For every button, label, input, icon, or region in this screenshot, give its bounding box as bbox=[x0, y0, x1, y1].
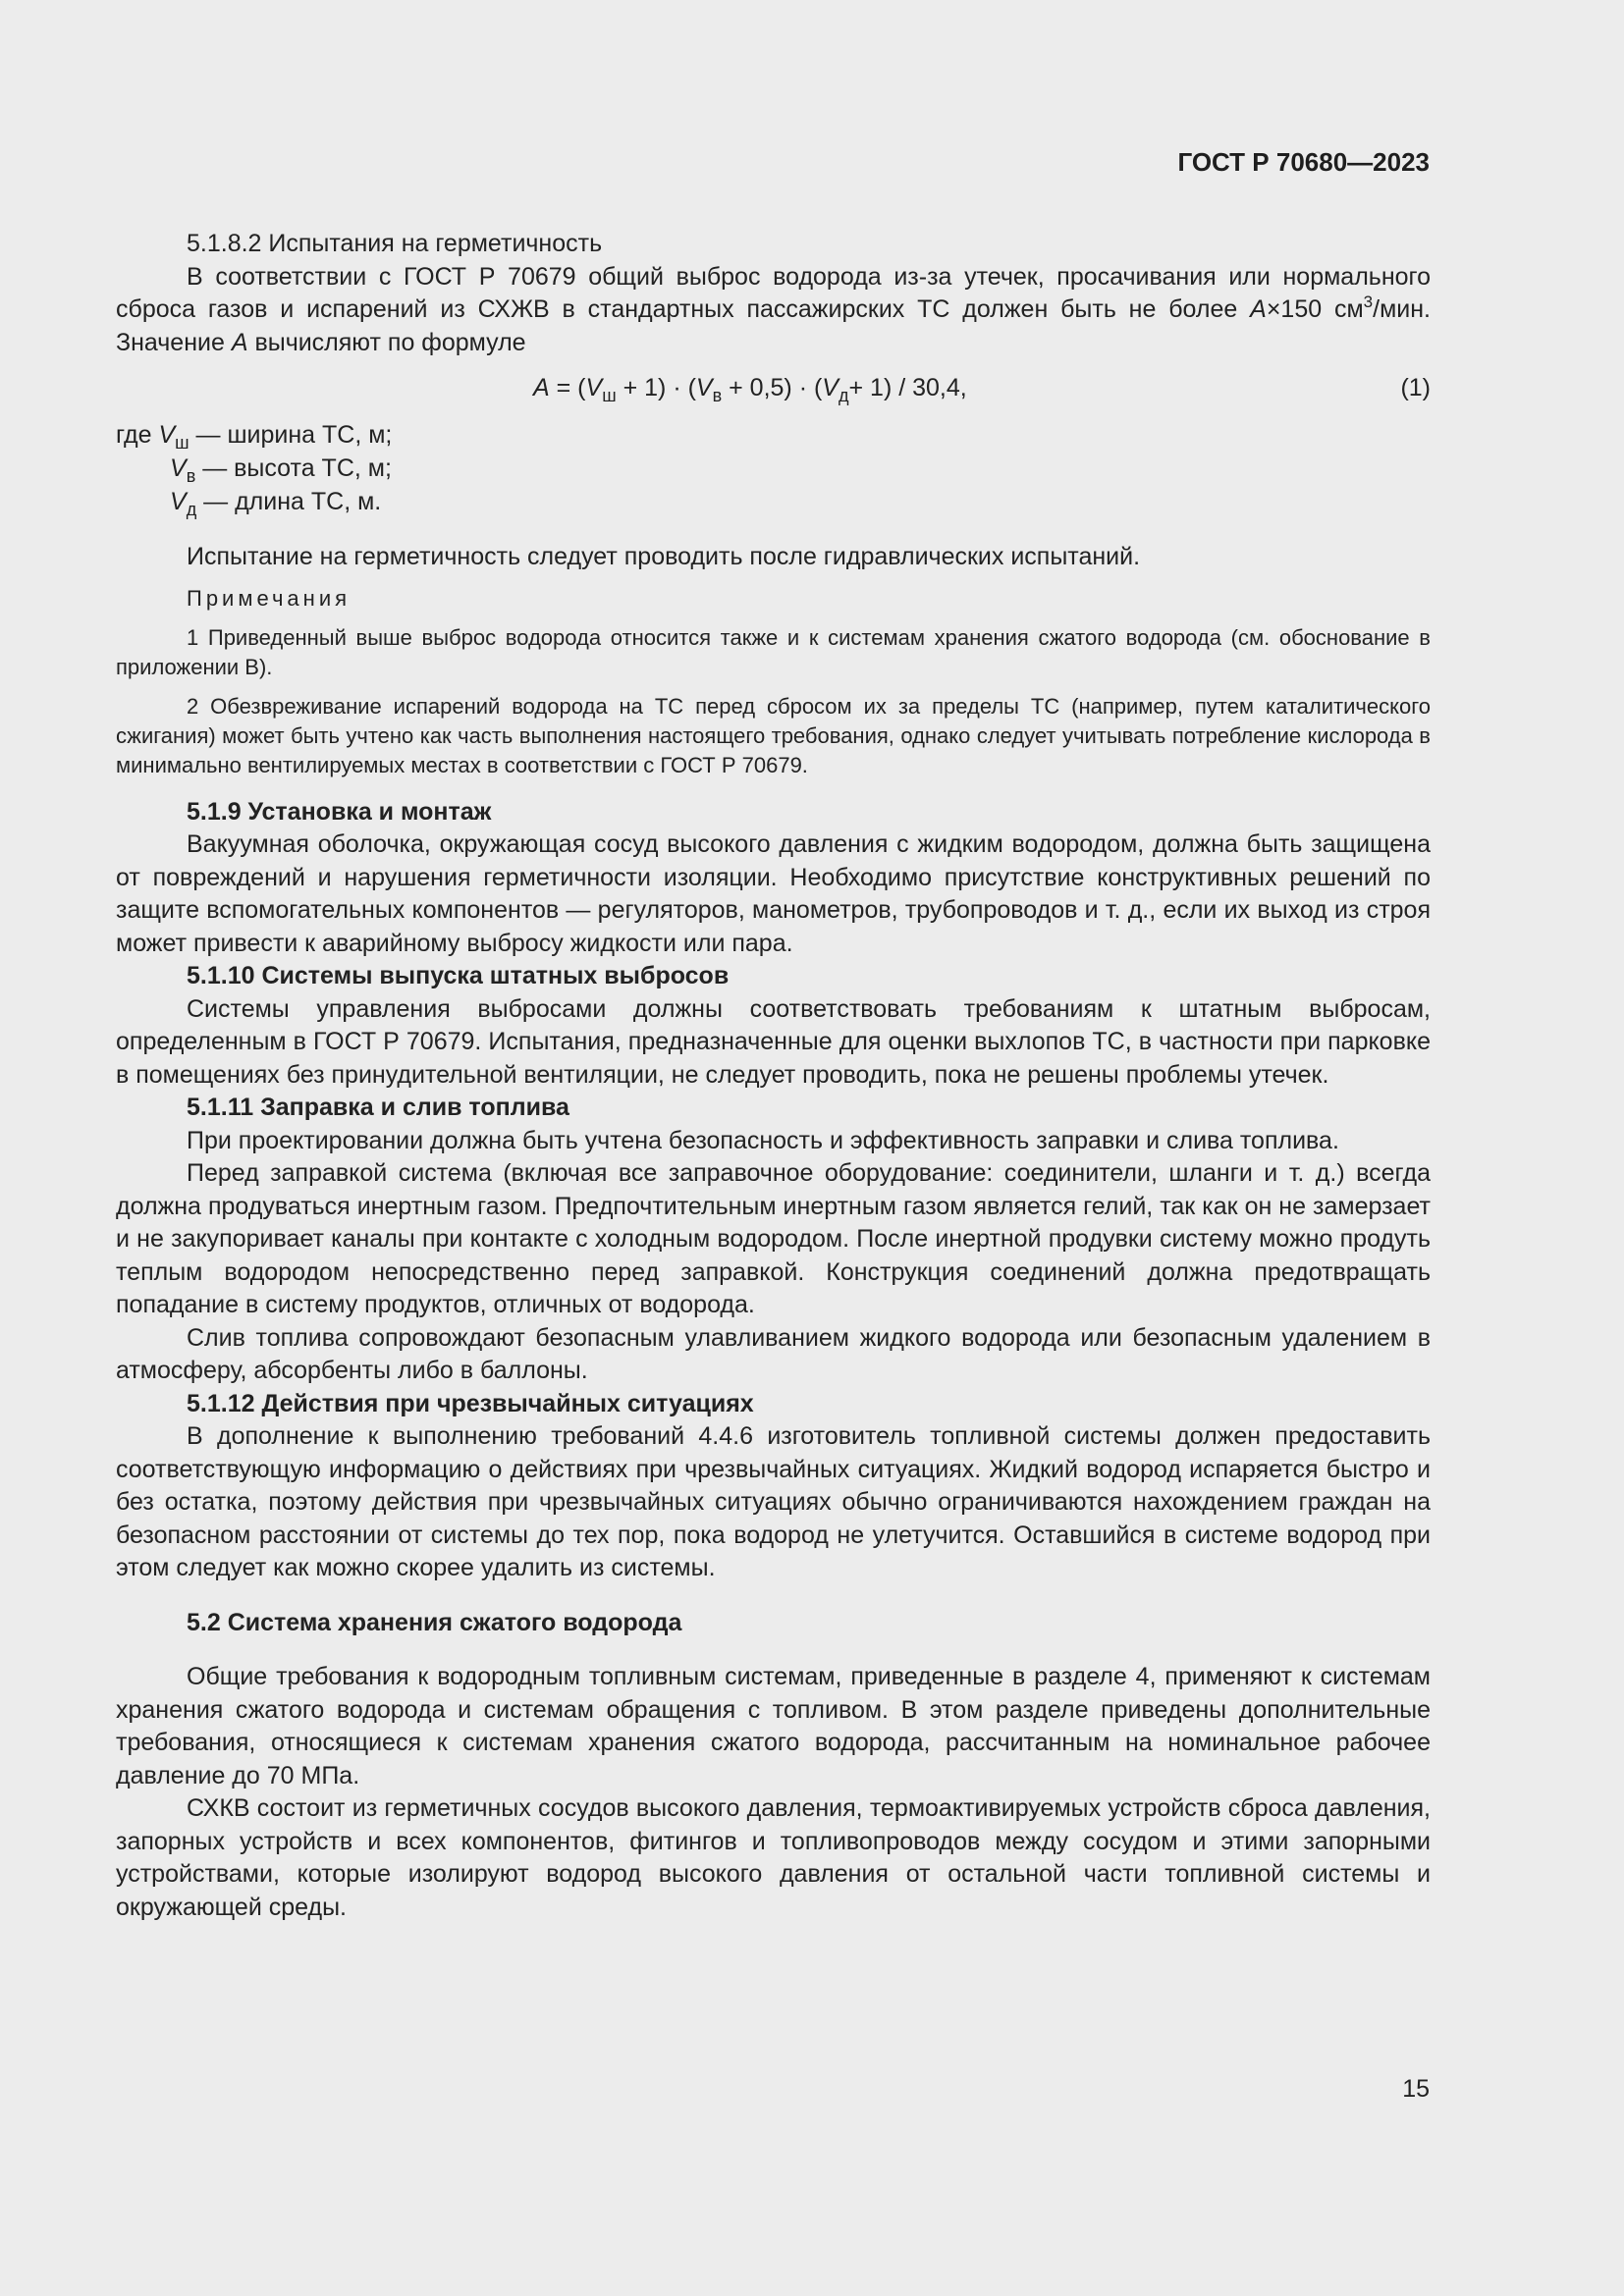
note-1: 1 Приведенный выше выброс водорода относится также и к системам хранения сжатого водорода (см. обоснование в приложении В). bbox=[116, 624, 1431, 679]
section-5-1-10-paragraph: Системы управления выбросами должны соответствовать требованиям к штатным выбросам, определенным в ГОСТ Р 70679. Испытания, предназначенные для оценки выхлопов ТС, в частности при парковке в помещениях без принудительной вентиляции, не следует проводить, пока не решены проблемы утечек. bbox=[116, 994, 1431, 1089]
page-number: 15 bbox=[1402, 2075, 1430, 2103]
variable-height: $V_в$ — высота ТС, м; bbox=[170, 454, 392, 486]
section-5-2-title: 5.2 Система хранения сжатого водорода bbox=[187, 1608, 682, 1636]
leak-test-paragraph: Испытание на герметичность следует проводить после гидравлических испытаний. bbox=[187, 543, 1141, 570]
section-5-1-8-2-title: 5.1.8.2 Испытания на герметичность bbox=[187, 230, 603, 257]
section-5-1-11-paragraph-1: При проектировании должна быть учтена безопасность и эффективность заправки и слива топлива. bbox=[187, 1126, 1339, 1154]
section-5-1-12-paragraph: В дополнение к выполнению требований 4.4.6 изготовитель топливной системы должен предоставить соответствующую информацию о действиях при чрезвычайных ситуациях. Жидкий водород испаряется быстро и без остатка, поэтому действия при чрезвычайных ситуациях обычно ограничиваются нахождением граждан на безопасном расстоянии от системы до тех пор, пока водород не улетучится. Оставшийся в системе водород при этом следует как можно скорее удалить из системы. bbox=[116, 1422, 1431, 1581]
section-5-1-9-paragraph: Вакуумная оболочка, окружающая сосуд высокого давления с жидким водородом, должна быть защищена от повреждений и нарушения герметичности изоляции. Необходимо присутствие конструктивных решений по защите вспомогательных компонентов — регуляторов, манометров, трубопроводов и т. д., если их выход из строя может привести к аварийному выбросу жидкости или пара. bbox=[116, 830, 1431, 957]
section-5-1-9-title: 5.1.9 Установка и монтаж bbox=[187, 797, 492, 826]
section-5-1-11-title: 5.1.11 Заправка и слив топлива bbox=[187, 1094, 569, 1121]
document-designation: ГОСТ Р 70680—2023 bbox=[1177, 147, 1430, 177]
variable-width: где $V_ш$ — ширина ТС, м; bbox=[116, 421, 393, 453]
formula-number: (1) bbox=[1400, 374, 1431, 401]
section-5-1-12-title: 5.1.12 Действия при чрезвычайных ситуациях bbox=[187, 1389, 754, 1417]
page-content bbox=[116, 228, 1431, 1924]
formula-variables bbox=[116, 419, 1431, 519]
variable-length: $V_д$ — длина ТС, м. bbox=[170, 488, 382, 519]
section-5-1-8-2-paragraph: В соответствии с ГОСТ Р 70679 общий выброс водорода из-за утечек, просачивания или нормального сброса газов и испарений из СХЖВ в стандартных пассажирских ТС должен быть не более A×150 $см^3$/мин. Значение A вычисляют по формуле bbox=[116, 262, 1431, 356]
formula-expression: $A = (V_ш + 1) \cdot (V_в + 0,5) \cdot (V_д+ 1) / 30,4$, bbox=[533, 374, 967, 405]
section-5-1-10-title: 5.1.10 Системы выпуска штатных выбросов bbox=[187, 962, 730, 989]
section-5-2-paragraph-2: СХКВ состоит из герметичных сосудов высокого давления, термоактивируемых устройств сброса давления, запорных устройств и всех компонентов, фитингов и топливопроводов между сосудом и этими запорными устройствами, которые изолируют водород высокого давления от остальной части топливной системы и окружающей среды. bbox=[116, 1794, 1431, 1921]
notes-block bbox=[116, 574, 1431, 780]
notes-title: Примечания bbox=[187, 585, 352, 611]
section-5-2-paragraph-1: Общие требования к водородным топливным системам, приведенные в разделе 4, применяют к системам хранения сжатого водорода и системам обращения с топливом. В этом разделе приведены дополнительные требования, относящиеся к системам хранения сжатого водорода, рассчитанным на номинальное рабочее давление до 70 МПа. bbox=[116, 1663, 1431, 1789]
formula-1 bbox=[116, 372, 1431, 405]
section-5-1-11-paragraph-3: Слив топлива сопровождают безопасным улавливанием жидкого водорода или безопасным удалением в атмосферу, абсорбенты либо в баллоны. bbox=[116, 1323, 1431, 1384]
section-5-1-11-paragraph-2: Перед заправкой система (включая все заправочное оборудование: соединители, шланги и т. д.) всегда должна продуваться инертным газом. Предпочтительным инертным газом является гелий, так как он не замерзает и не закупоривает каналы при контакте с холодным водородом. После инертной продувки систему можно продуть теплым водородом непосредственно перед заправкой. Конструкция соединений должна предотвращать попадание в систему продуктов, отличных от водорода. bbox=[116, 1159, 1431, 1318]
note-2: 2 Обезвреживание испарений водорода на ТС перед сбросом их за пределы ТС (например, путем каталитического сжигания) может быть учтено как часть выполнения настоящего требования, однако следует учитывать потребление кислорода в минимально вентилируемых местах в соответствии с ГОСТ Р 70679. bbox=[116, 693, 1431, 777]
